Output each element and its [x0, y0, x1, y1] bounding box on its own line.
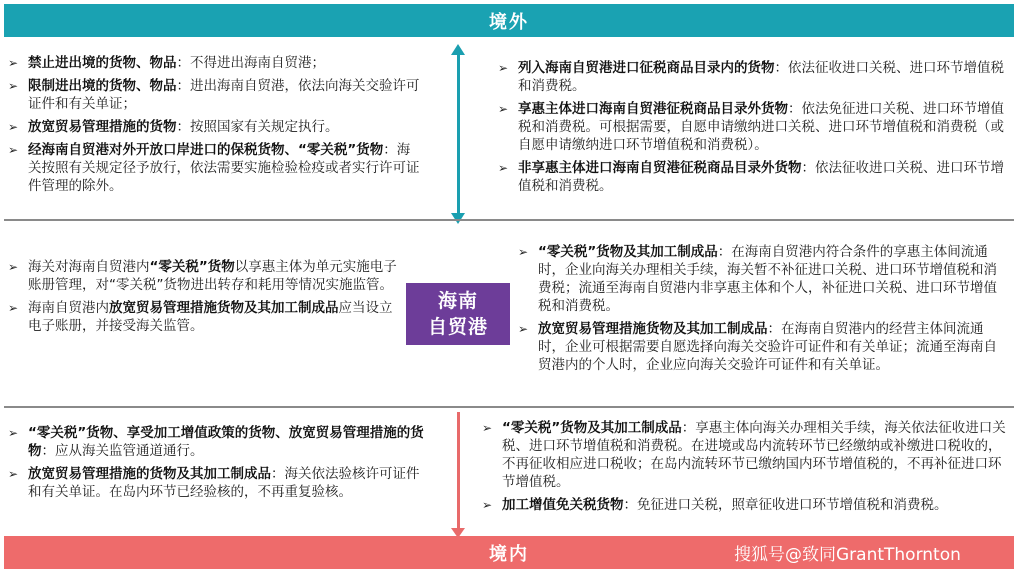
item-text: ：海关按照有关规定径予放行，依法需要实施检验检疫或者实行许可证件管理的除外。	[28, 142, 420, 194]
arrow-bullet-icon: ➢	[8, 79, 19, 93]
item-title: “零关税”货物、享受加工增值政策的货物、放宽贸易管理措施的货物	[28, 425, 424, 459]
hainan-label: 海南	[437, 290, 478, 312]
list-item	[516, 320, 1010, 374]
list-item	[6, 141, 422, 195]
list-item	[480, 419, 1014, 491]
item-text: ：依法征收进口关税、进口环节增值税和消费税。	[518, 160, 1004, 194]
item-title: “零关税”货物	[149, 259, 235, 275]
arrow-bullet-icon: ➢	[498, 161, 509, 175]
arrow-up-icon	[451, 44, 465, 55]
item-text: ：进出海南自贸港，依法向海关交验许可证件和有关单证；	[28, 78, 420, 112]
arrow-bullet-icon: ➢	[8, 143, 19, 157]
border-flow-line-bottom	[457, 412, 460, 534]
item-title: “零关税”货物及其加工制成品	[538, 244, 718, 260]
item-title: 放宽贸易管理措施货物及其加工制成品	[109, 300, 339, 316]
item-title: 放宽贸易管理措施的货物	[28, 119, 177, 135]
list-item	[516, 243, 1010, 315]
item-text: ：依法征收进口关税、进口环节增值税和消费税。	[518, 60, 1004, 94]
arrow-bullet-icon: ➢	[8, 426, 19, 440]
item-text: ：按照国家有关规定执行。	[176, 119, 339, 135]
item-title: 非享惠主体进口海南自贸港征税商品目录外货物	[518, 160, 802, 176]
item-text: ：在海南自贸港内的经营主体间流通时，企业可根据需要自愿选择向海关交验许可证件和有关单证；流通至海南自贸港内的个人时，企业应向海关交验许可证件和有关单证。	[538, 321, 997, 373]
divider-first-line	[4, 219, 1014, 221]
in-zone-circulation-rules	[516, 243, 1010, 379]
item-prefix: 海南自贸港内	[28, 300, 109, 316]
item-text: ：免征进口关税，照章征收进口环节增值税和消费税。	[623, 497, 948, 513]
item-text: 应当设立电子账册，并接受海关监管。	[28, 300, 393, 334]
arrow-bullet-icon: ➢	[8, 301, 19, 315]
arrow-bullet-icon: ➢	[8, 260, 19, 274]
item-title: “零关税”货物及其加工制成品	[502, 420, 682, 436]
list-item	[496, 59, 1012, 95]
item-title: 放宽贸易管理措施的货物及其加工制成品	[28, 466, 271, 482]
hainan-ftp-box	[406, 283, 510, 345]
arrow-bullet-icon: ➢	[482, 421, 493, 435]
item-title: 禁止进出境的货物、物品	[28, 55, 177, 71]
list-item	[6, 465, 426, 501]
overseas-label: 境外	[489, 11, 529, 33]
arrow-bullet-icon: ➢	[498, 102, 509, 116]
item-text: ：海关依法验核许可证件和有关单证。在岛内环节已经验核的，不再重复验核。	[28, 466, 420, 500]
list-item	[6, 118, 422, 136]
arrow-bullet-icon: ➢	[518, 245, 529, 259]
overseas-header-bar	[4, 4, 1014, 37]
item-title: 限制进出境的货物、物品	[28, 78, 177, 94]
arrow-bullet-icon: ➢	[482, 498, 493, 512]
item-text: ：应从海关监管通道通行。	[41, 443, 204, 459]
item-text: ：依法免征进口关税、进口环节增值税和消费税。可根据需要，自愿申请缴纳进口关税、进口环节增值税和消费税（或自愿申请缴纳进口环节增值税和消费税）。	[518, 101, 1004, 153]
overseas-entry-rules	[6, 54, 422, 200]
overseas-import-tax-rules	[496, 59, 1012, 200]
list-item	[6, 299, 398, 335]
item-title: 享惠主体进口海南自贸港征税商品目录外货物	[518, 101, 788, 117]
ftp-label: 自贸港	[427, 316, 488, 338]
item-title: 加工增值免关税货物	[502, 497, 624, 513]
item-text: ：享惠主体向海关办理相关手续，海关依法征收进口关税、进口环节增值税和消费税。在进境或岛内流转环节已经缴纳或补缴进口税收的，不再征收相应进口税收；在岛内流转环节已缴纳国内环节增值税的，不再补征进口环节增值税。	[502, 420, 1006, 490]
arrow-bullet-icon: ➢	[518, 322, 529, 336]
item-text: ：不得进出海南自贸港；	[176, 55, 325, 71]
item-title: 经海南自贸港对外开放口岸进口的保税货物、“零关税”货物	[28, 142, 384, 158]
list-item	[496, 100, 1012, 154]
list-item	[496, 159, 1012, 195]
item-title: 列入海南自贸港进口征税商品目录内的货物	[518, 60, 775, 76]
list-item	[6, 258, 398, 294]
list-item	[6, 54, 422, 72]
arrow-bullet-icon: ➢	[498, 61, 509, 75]
item-prefix: 海关对海南自贸港内	[28, 259, 150, 275]
list-item	[6, 424, 426, 460]
domestic-tax-rules	[480, 419, 1014, 519]
list-item	[480, 496, 1014, 514]
arrow-bullet-icon: ➢	[8, 56, 19, 70]
watermark: 搜狐号@致同GrantThornton	[734, 545, 961, 565]
divider-second-line	[4, 406, 1014, 408]
item-title: 放宽贸易管理措施货物及其加工制成品	[538, 321, 768, 337]
arrow-bullet-icon: ➢	[8, 467, 19, 481]
arrow-bullet-icon: ➢	[8, 120, 19, 134]
list-item	[6, 77, 422, 113]
border-flow-line-top	[457, 52, 460, 216]
domestic-label: 境内	[489, 543, 529, 565]
item-text: 以享惠主体为单元实施电子账册管理，对“零关税”货物进出转存和耗用等情况实施监管。	[28, 259, 397, 293]
item-text: ：在海南自贸港内符合条件的享惠主体间流通时，企业向海关办理相关手续，海关暂不补征进口关税、进口环节增值税和消费税；流通至海南自贸港内非享惠主体和个人，补征进口关税、进口环节增值税和消费税。	[538, 244, 997, 314]
in-zone-supervision-rules	[6, 258, 398, 340]
domestic-exit-rules	[6, 424, 426, 506]
